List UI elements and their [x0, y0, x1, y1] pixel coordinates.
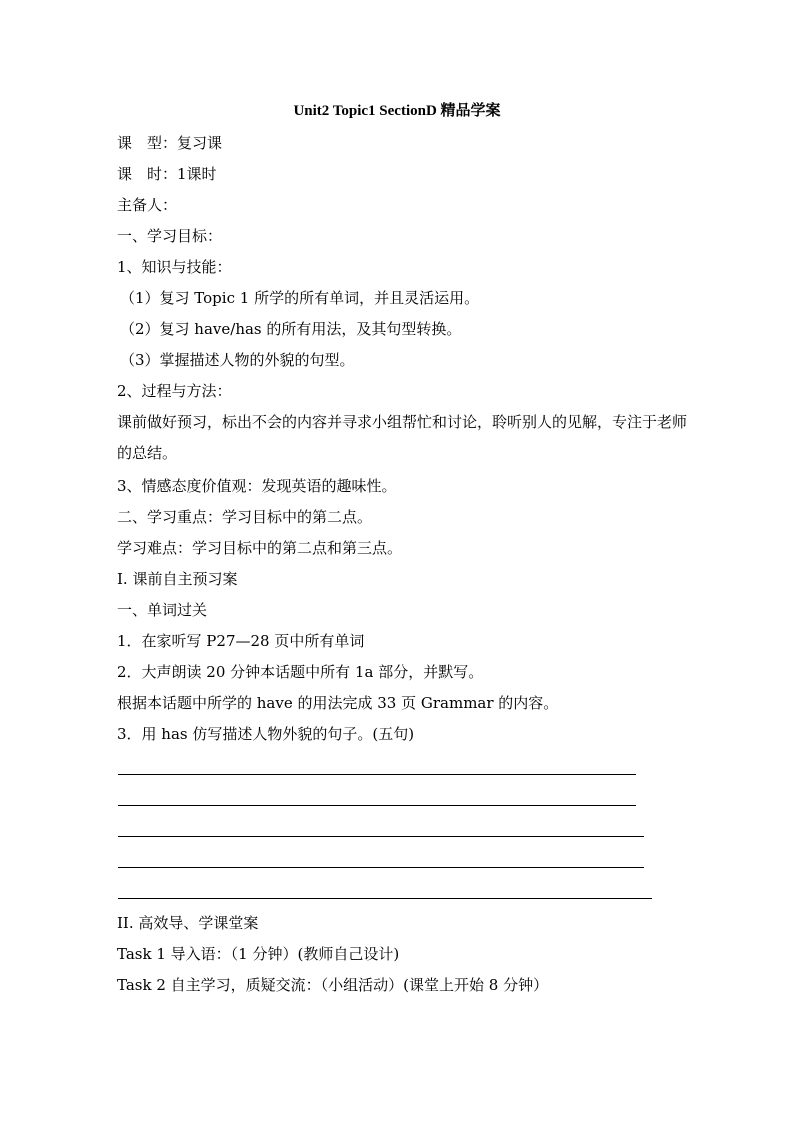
preparer-line: 主备人：: [117, 196, 178, 214]
writing-line-5[interactable]: [118, 898, 652, 899]
goal-item-2: （2）复习 have/has 的所有用法，及其句型转换。: [120, 320, 462, 338]
task-2-line: Task 2 自主学习，质疑交流：（小组活动）(课堂上开始 8 分钟）: [117, 976, 549, 994]
goal-item-3: （3）掌握描述人物的外貌的句型。: [120, 351, 355, 369]
subheading-knowledge-skills: 1、知识与技能：: [117, 258, 232, 276]
writing-line-3[interactable]: [118, 836, 644, 837]
task-1-line: Task 1 导入语：（1 分钟）(教师自己设计): [117, 945, 400, 963]
writing-line-2[interactable]: [118, 805, 636, 806]
lesson-type-line: 课 型：复习课: [117, 134, 223, 152]
writing-line-4[interactable]: [118, 867, 644, 868]
subheading-vocabulary: 一、单词过关: [117, 601, 208, 619]
goal-item-1: （1）复习 Topic 1 所学的所有单词，并且灵活运用。: [120, 289, 480, 307]
grammar-instruction-line: 根据本话题中所学的 have 的用法完成 33 页 Grammar 的内容。: [117, 694, 559, 712]
document-title: Unit2 Topic1 SectionD 精品学案: [293, 103, 501, 119]
task-item-3: 3．用 has 仿写描述人物外貌的句子。(五句): [117, 725, 415, 743]
difficult-points-line: 学习难点：学习目标中的第二点和第三点。: [117, 539, 403, 557]
section-heading-goals: 一、学习目标：: [117, 227, 223, 245]
section-heading-classroom: II. 高效导、学课堂案: [117, 914, 259, 932]
task-item-2: 2．大声朗读 20 分钟本话题中所有 1a 部分，并默写。: [117, 663, 484, 681]
process-paragraph: 课前做好预习，标出不会的内容并寻求小组帮忙和讨论，聆听别人的见解，专注于老师的总结。: [117, 413, 688, 462]
subheading-attitude-values: 3、情感态度价值观：发现英语的趣味性。: [117, 477, 397, 495]
writing-line-1[interactable]: [118, 774, 636, 775]
subheading-process-methods: 2、过程与方法：: [117, 382, 232, 400]
key-points-line: 二、学习重点：学习目标中的第二点。: [117, 508, 373, 526]
lesson-hours-line: 课 时：1课时: [117, 165, 217, 183]
task-item-1: 1．在家听写 P27—28 页中所有单词: [117, 632, 365, 650]
section-heading-preview: I. 课前自主预习案: [117, 570, 238, 588]
